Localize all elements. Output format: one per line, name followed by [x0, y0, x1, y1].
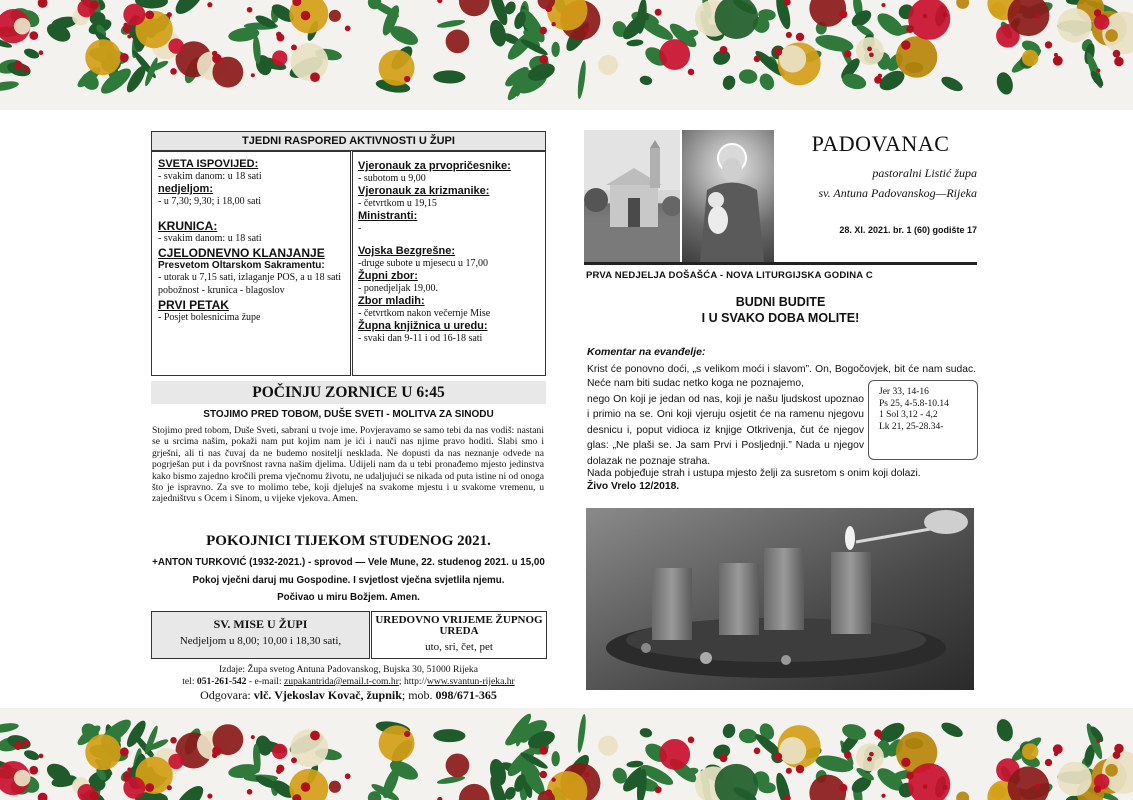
- article-body-end: Nada pobjeđuje strah i ustupa mjesto želji za susretom s onim koji dolazi.: [587, 468, 921, 479]
- schedule-header: TJEDNI RASPORED AKTIVNOSTI U ŽUPI: [151, 131, 546, 151]
- schedule-left-gap-4: [158, 208, 346, 218]
- advent-wreath-illustration: [586, 508, 974, 690]
- footer-tel[interactable]: 051-261-542: [196, 676, 247, 687]
- schedule-left-hb-5: KRUNICA:: [158, 219, 218, 233]
- issue-info: 28. XI. 2021. br. 1 (60) godište 17: [839, 225, 977, 235]
- headline-line-1: BUDNI BUDITE: [735, 295, 826, 309]
- schedule-left-plain-3: - u 7,30; 9,30; i 18,00 sati: [158, 195, 262, 207]
- masses-box: [151, 611, 370, 659]
- readings-scroll: [868, 380, 978, 460]
- schedule-right-plain-3: - četvrtkom u 19,15: [358, 197, 437, 209]
- masthead-title: PADOVANAC: [811, 131, 950, 156]
- schedule-right-box: [352, 151, 546, 376]
- footer-web-link[interactable]: www.svantun-rijeka.hr: [426, 676, 515, 687]
- office-text: uto, sri, čet, pet: [425, 641, 493, 653]
- footer-mob-label: ; mob.: [401, 688, 436, 702]
- schedule-right-h-2: Vjeronauk za krizmanike:: [358, 185, 490, 197]
- schedule-right-plain-12: - četvrtkom nakon večernje Mise: [358, 307, 491, 319]
- church-photo: [584, 130, 680, 262]
- schedule-left-hb-10: PRVI PETAK: [158, 298, 229, 312]
- schedule-left-plain-6: - svakim danom: u 18 sati: [158, 232, 262, 244]
- saint-anthony-image: [682, 130, 774, 262]
- schedule-left-plain-11: - Posjet bolesnicima župe: [158, 311, 261, 323]
- schedule-right-plain-1: - subotom u 9,00: [358, 172, 426, 184]
- schedule-left-h-2: nedjeljom:: [158, 183, 214, 195]
- schedule-right-h-4: Ministranti:: [358, 210, 418, 222]
- headline-line-2: I U SVAKO DOBA MOLITE!: [701, 311, 860, 325]
- masthead-subtitle-1: pastoralni Listić župa: [872, 166, 977, 180]
- schedule-right-h-11: Zbor mladih:: [358, 295, 425, 307]
- reading-1: Jer 33, 14-16: [879, 387, 929, 397]
- footer-web-label: ; http://: [398, 676, 427, 687]
- advent-wreath-photo: [586, 508, 974, 690]
- schedule-right-plain-5: -: [358, 222, 362, 234]
- schedule-left-column: [152, 152, 350, 324]
- schedule-right-h-0: Vjeronauk za prvopričesnike:: [358, 160, 511, 172]
- comment-label: Komentar na evanđelje:: [587, 346, 706, 358]
- office-title: UREDOVNO VRIJEME ŽUPNOG UREDA: [375, 614, 543, 637]
- masses-title: SV. MISE U ŽUPI: [213, 617, 308, 631]
- footer-resp-label: Odgovara:: [200, 688, 254, 702]
- schedule-right-plain-10: - ponedjeljak 19,00.: [358, 282, 438, 294]
- article-kicker: PRVA NEDJELJA DOŠAŠĆA - NOVA LITURGIJSKA GODINA C: [586, 270, 873, 281]
- footer-mob: 098/671-365: [435, 688, 497, 702]
- top-garland-decoration: [0, 0, 1133, 110]
- reading-3: 1 Sol 3,12 - 4,2: [879, 410, 938, 420]
- deceased-line-1: +ANTON TURKOVIĆ (1932-2021.) - sprovod — Vele Mune, 22. studenog 2021. u 15,00: [152, 557, 545, 568]
- zornice-title: POČINJU ZORNICE U 6:45: [151, 381, 546, 404]
- schedule-right-h-7: Vojska Bezgrešne:: [358, 245, 456, 257]
- deceased-line-2: Pokoj vječni daruj mu Gospodine. I svjetlost vječna svjetlila njemu.: [192, 575, 505, 586]
- article-body-top: Krist će ponovno doći, „s velikom moći i slavom”. On, Bogočovjek, bit će nam sudac. Neće nam biti sudac netko koga ne poznajemo,: [587, 364, 976, 389]
- schedule-left-box: [151, 151, 351, 376]
- garland-illustration-bottom: [0, 708, 1133, 800]
- schedule-right-h-9: Župni zbor:: [358, 270, 418, 282]
- schedule-right-column: [353, 152, 545, 345]
- saint-illustration: [682, 130, 774, 262]
- footer-contacts: [151, 676, 546, 687]
- masthead-subtitle-2: sv. Antuna Padovanskog—Rijeka: [818, 186, 977, 200]
- deceased-line-3: Počivao u miru Božjem. Amen.: [277, 592, 420, 603]
- footer-responsible: [151, 688, 546, 703]
- deceased-title: POKOJNICI TIJEKOM STUDENOG 2021.: [206, 533, 491, 549]
- article-source: Živo Vrelo 12/2018.: [587, 481, 680, 492]
- office-hours-box: [371, 611, 547, 659]
- schedule-right-gap-6: [358, 235, 541, 245]
- prayer-text: Stojimo pred tobom, Duše Sveti, sabrani u tvoje ime. Povjeravamo se samo tebi da nas vodiš: nastani se u srcima našim, pokaži nam put kojim nam je ići i nauči nas njime pravo hoditi. Slabi smo i grješni, ali ti nas čuvaj da ne budemo nositelji nesklada. Ne dopusti da nas neznanje odvede na pogrješan put i da površnost ravna našim djelima. Udijeli nam da u tebi pronađemo mjesto jedinstva kako bismo zajedno kročili prema vječnomu životu, ne udaljujući se nikada od puta istine ni od onoga što je ispravno. Za sve to molimo tebe, koji djeluješ na svakome mjestu i u svakome vremenu, u zajedništvu s Ocem i Sinom, u vijeke vjekova. Amen.: [152, 425, 544, 505]
- footer-email-label: - e-mail:: [246, 676, 285, 687]
- garland-illustration: [0, 0, 1133, 110]
- masses-text: Nedjeljom u 8,00; 10,00 i 18,30 sati,: [179, 635, 342, 647]
- footer-email-link[interactable]: zupakantrida@email.t-com.hr: [284, 676, 399, 687]
- reading-2: Ps 25, 4-5.8-10.14: [879, 398, 949, 409]
- article-body-wrap: nego On koji je jedan od nas, koji je našu ljudskost upoznao i primio na se. Oni koji vjeruju osjetit će na ramenu njegovu desnicu i, poput vidioca iz knjige Otkrivenja, čut će njegov glas: „Ne plaši se. Ja sam Prvi i Posljednji.” Nada u njegov dolazak ne poznaje straha.: [587, 394, 864, 467]
- reading-4: Lk 21, 25-28.34-: [879, 421, 944, 432]
- schedule-left-plain-1: - svakim danom: u 18 sati: [158, 170, 262, 182]
- schedule-left-bold-8: Presvetom Oltarskom Sakramentu:: [158, 259, 325, 271]
- schedule-left-hb-7: CJELODNEVNO KLANJANJE: [158, 246, 325, 260]
- church-illustration: [584, 130, 680, 262]
- schedule-right-plain-8: -druge subote u mjesecu u 17,00: [358, 257, 488, 269]
- footer-tel-label: tel:: [182, 676, 197, 687]
- schedule-right-h-13: Župna knjižnica u uredu:: [358, 320, 488, 332]
- bottom-garland-decoration: [0, 708, 1133, 800]
- schedule-left-plain-9: - utorak u 7,15 sati, izlaganje POS, a u 18 sati pobožnost - krunica - blagoslov: [158, 272, 342, 296]
- schedule-left-h-0: SVETA ISPOVIJED:: [158, 158, 259, 170]
- footer-resp: vlč. Vjekoslav Kovač, župnik: [253, 688, 402, 702]
- prayer-title: STOJIMO PRED TOBOM, DUŠE SVETI - MOLITVA ZA SINODU: [203, 409, 494, 420]
- masthead-rule: [584, 262, 977, 265]
- schedule-right-plain-14: - svaki dan 9-11 i od 16-18 sati: [358, 332, 483, 344]
- footer-publisher: Izdaje: Župa svetog Antuna Padovanskog, Bujska 30, 51000 Rijeka: [219, 664, 478, 675]
